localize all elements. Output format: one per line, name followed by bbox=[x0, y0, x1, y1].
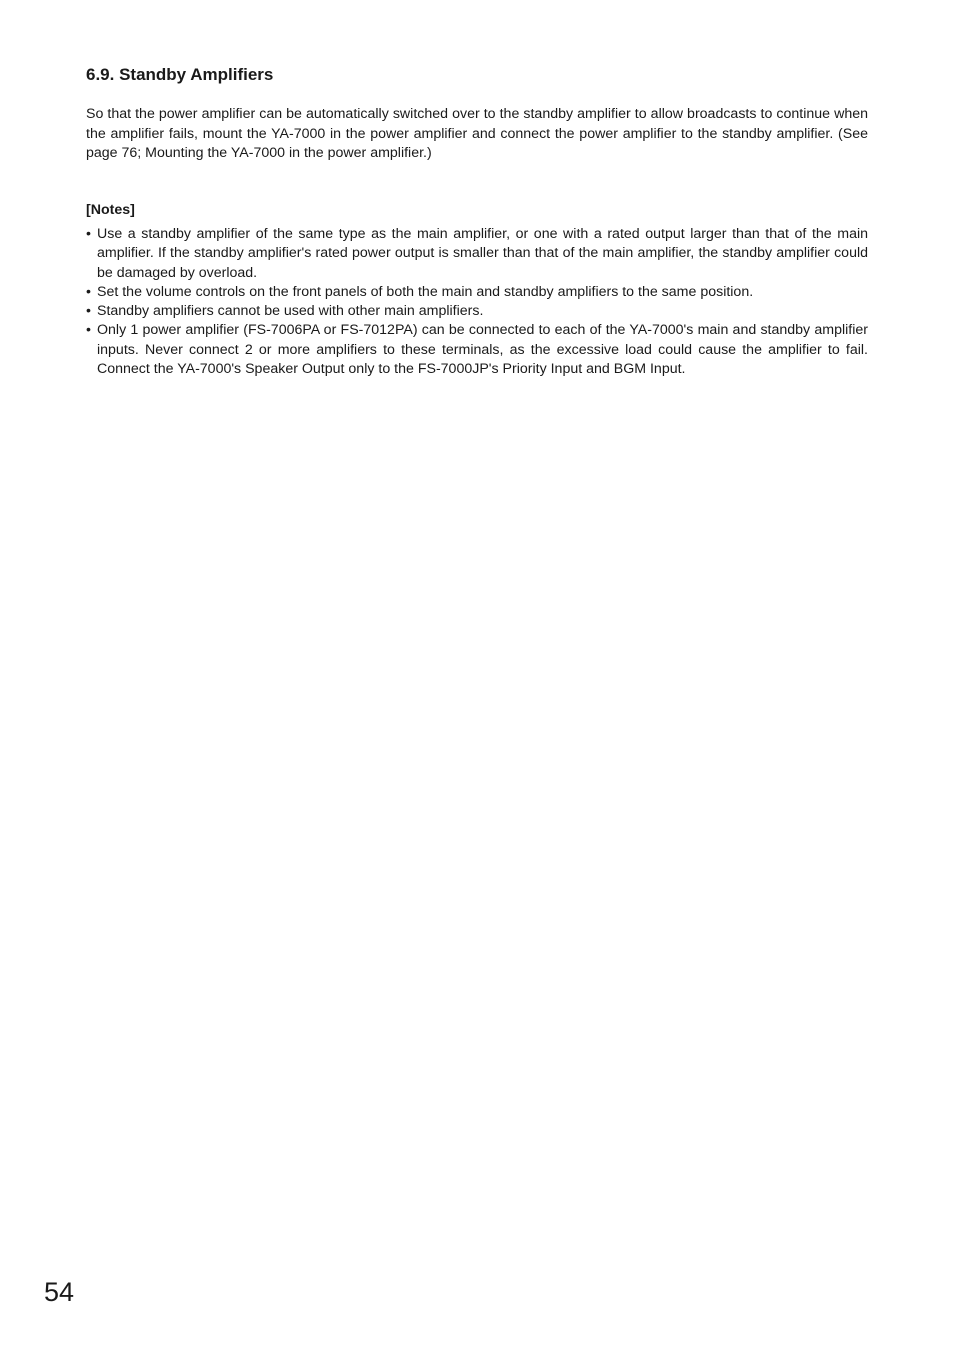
bullet-icon: • bbox=[86, 226, 91, 242]
section-heading: 6.9. Standby Amplifiers bbox=[86, 65, 274, 84]
note-item bbox=[86, 283, 868, 302]
bullet-icon: • bbox=[86, 303, 91, 320]
notes-list bbox=[86, 225, 868, 379]
intro-paragraph: So that the power amplifier can be automatically switched over to the standby amplifier to allow broadcasts to continue when the amplifier fails, mount the YA-7000 in the power amplifier and connect the power amplifier to the standby amplifier. (See page 76; Mounting the YA-7000 in the power amplifier.) bbox=[86, 106, 868, 161]
page-number: 54 bbox=[44, 1277, 75, 1307]
note-item bbox=[86, 302, 868, 321]
bullet-icon: • bbox=[86, 283, 91, 300]
note-item bbox=[86, 225, 868, 283]
note-text: Use a standby amplifier of the same type as the main amplifier, or one with a rated output larger than that of the main amplifier. If the standby amplifier's rated power output is smaller than that of the main amplifier, the standby amplifier could be damaged by overload. bbox=[97, 226, 868, 281]
bullet-icon: • bbox=[86, 322, 91, 339]
note-item bbox=[86, 321, 868, 379]
note-text: Standby amplifiers cannot be used with other main amplifiers. bbox=[97, 303, 484, 320]
note-text: Only 1 power amplifier (FS-7006PA or FS-7012PA) can be connected to each of the YA-7000's main and standby amplifier inputs. Never connect 2 or more amplifiers to these terminals, as the excessive load could cause the amplifier to fail. Connect the YA-7000's Speaker Output only to the FS-7000JP's Priority Input and BGM Input. bbox=[97, 322, 868, 378]
notes-heading: [Notes] bbox=[86, 202, 135, 218]
note-text: Set the volume controls on the front panels of both the main and standby amplifiers to the same position. bbox=[97, 283, 754, 300]
